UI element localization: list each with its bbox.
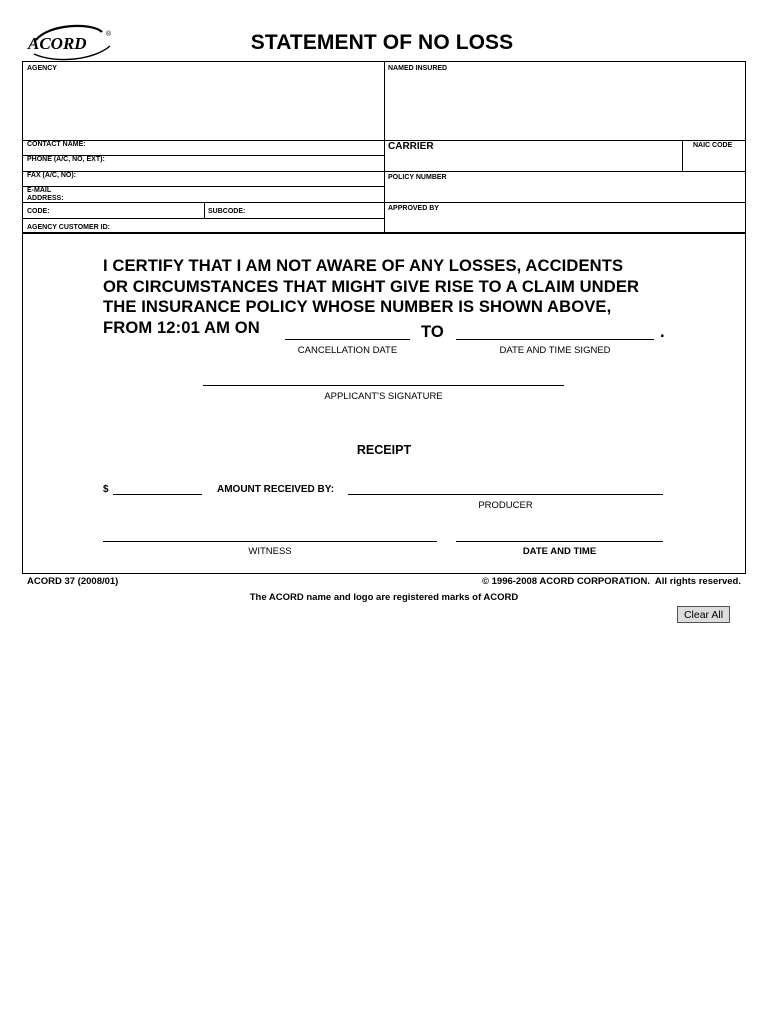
policy-number-label: POLICY NUMBER xyxy=(388,174,447,181)
registered-mark: ® xyxy=(106,31,112,38)
witness-line[interactable] xyxy=(103,541,437,542)
logo-text: ACORD xyxy=(28,34,87,53)
approved-by-label: APPROVED BY xyxy=(388,205,439,212)
certification-text: I CERTIFY THAT I AM NOT AWARE OF ANY LOSSES, ACCIDENTS OR CIRCUMSTANCES THAT MIGHT GIVE RISE TO A CLAIM UNDER THE INSURANCE POLICY WHOSE NUMBER IS SHOWN ABOVE, FROM 12:01 AM ON xyxy=(103,256,640,337)
contact-name-label: CONTACT NAME: xyxy=(27,141,86,148)
receipt-heading: RECEIPT xyxy=(356,443,412,457)
producer-line[interactable] xyxy=(348,494,663,495)
cancellation-date-caption: CANCELLATION DATE xyxy=(297,345,398,356)
carrier-label: CARRIER xyxy=(388,141,434,152)
date-time-signed-line[interactable] xyxy=(456,339,654,340)
subcode-label: SUBCODE: xyxy=(208,208,246,215)
witness-caption: WITNESS xyxy=(248,546,292,557)
clear-all-button[interactable]: Clear All xyxy=(677,606,730,623)
amount-line[interactable] xyxy=(113,494,202,495)
date-and-time-line[interactable] xyxy=(456,541,663,542)
page-title: STATEMENT OF NO LOSS xyxy=(250,31,514,54)
date-time-signed-caption: DATE AND TIME SIGNED xyxy=(499,345,611,356)
applicant-signature-caption: APPLICANT'S SIGNATURE xyxy=(324,391,443,402)
fax-label: FAX (A/C, NO): xyxy=(27,172,76,179)
named-insured-label: NAMED INSURED xyxy=(388,65,448,72)
period: . xyxy=(660,322,665,341)
code-label: CODE: xyxy=(27,208,50,215)
date-and-time-caption: DATE AND TIME xyxy=(522,546,597,557)
registered-marks-note: The ACORD name and logo are registered marks of ACORD xyxy=(249,592,519,603)
agency-customer-id-label: AGENCY CUSTOMER ID: xyxy=(27,224,110,231)
to-label: TO xyxy=(421,322,444,341)
naic-code-label: NAIC CODE xyxy=(693,142,733,149)
dollar-sign: $ xyxy=(103,484,109,495)
applicant-signature-line[interactable] xyxy=(203,385,564,386)
phone-label: PHONE (A/C, NO, EXT): xyxy=(27,156,105,163)
email-label: E-MAIL ADDRESS: xyxy=(27,187,64,202)
form-id: ACORD 37 (2008/01) xyxy=(27,576,119,587)
copyright: © 1996-2008 ACORD CORPORATION. All rights reserved. xyxy=(481,576,741,587)
producer-caption: PRODUCER xyxy=(478,500,533,511)
agency-label: AGENCY xyxy=(27,65,57,72)
amount-received-by-label: AMOUNT RECEIVED BY: xyxy=(217,484,335,495)
cancellation-date-line[interactable] xyxy=(285,339,410,340)
